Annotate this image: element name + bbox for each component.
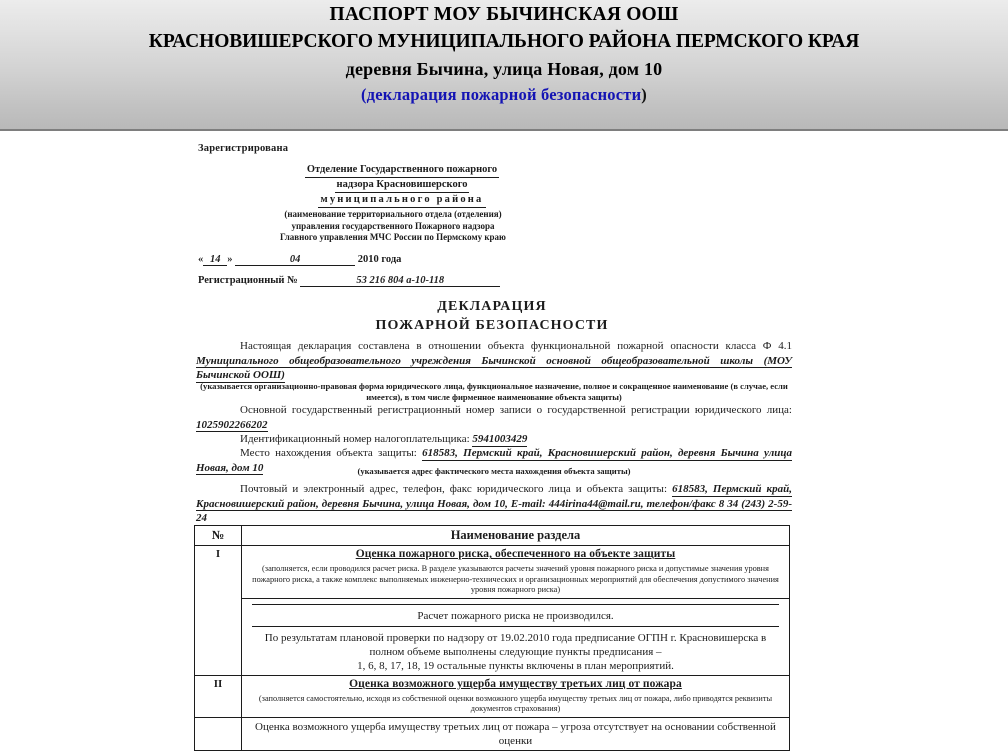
section-1-divider xyxy=(252,604,779,605)
declaration-object-name-field: Муниципального общеобразовательного учреждения Бычинской основной общеобразовательной школы (МОУ Бычинской ООШ) xyxy=(196,354,792,381)
table-row xyxy=(195,692,790,718)
section-1-answer xyxy=(242,598,790,675)
declaration-note-2: (указывается адрес фактического места нахождения объекта защиты) xyxy=(357,466,631,476)
table-header-num: № xyxy=(195,526,242,546)
registration-org-line-2: надзора Красновишерского xyxy=(335,178,470,193)
inn-paragraph xyxy=(196,432,792,447)
section-1-answer-line-2: По результатам плановой проверки по надзору от 19.02.2010 года предписание ОГПН г. Красновишерска в полном объеме выполнены следующие пункты предписания – xyxy=(264,631,767,658)
registration-title: Зарегистрирована xyxy=(198,143,289,154)
table-row xyxy=(195,598,790,675)
ogrn-label: Основной государственный регистрационный номер записи о государственной регистрации юридического лица: xyxy=(240,404,792,416)
section-1-heading: Оценка пожарного риска, обеспеченного на объекте защиты xyxy=(242,546,790,563)
postal-label: Почтовый и электронный адрес, телефон, факс юридического лица и объекта защиты: xyxy=(240,483,668,495)
declaration-title-line-1: ДЕКЛАРАЦИЯ xyxy=(437,299,547,314)
registration-org-line-1: Отделение Государственного пожарного xyxy=(305,163,499,178)
banner-subtitle-declaration xyxy=(0,83,1008,107)
section-2-heading: Оценка возможного ущерба имуществу третьих лиц от пожара xyxy=(242,675,790,692)
section-1-note: (заполняется, если проводился расчет риска. В разделе указываются расчеты значений уровня пожарного риска и допустимые значения уровня пожарного риска, а также комплекс выполняемых инженерно-технических и организационных мероприятий для обеспечения допустимого значения уровня пожарного риска) xyxy=(242,562,790,598)
section-2-answer-number-spacer xyxy=(195,717,242,750)
section-2-answer: Оценка возможного ущерба имуществу третьих лиц от пожара – угроза отсутствует на основании собственной оценки xyxy=(242,717,790,750)
postal-paragraph xyxy=(196,482,792,526)
registration-block xyxy=(198,143,578,287)
registration-date-line xyxy=(198,254,578,266)
banner-title-line-2: КРАСНОВИШЕРСКОГО МУНИЦИПАЛЬНОГО РАЙОНА ПЕРМСКОГО КРАЯ xyxy=(148,31,860,52)
postal-value: 618583, Пермский край, Красновишерский район, деревня Бычина, улица Новая, дом 10, E-mail: 444irina44@mail.ru, телефон/факс 8 34 (243) 2-59-24 xyxy=(196,483,793,524)
registration-number-value: 53 216 804 а-10-118 xyxy=(300,275,500,287)
registration-caption-line-1: (наименование территориального отдела (отделения) xyxy=(284,209,502,219)
registration-caption xyxy=(208,209,578,244)
registration-organization xyxy=(226,163,578,208)
registration-number-label: Регистрационный № xyxy=(198,274,298,286)
place-value: 618583, Пермский край, Красновишерский район, деревня Бычина улица Новая, дом 10 xyxy=(196,447,792,474)
declaration-title-line-2: ПОЖАРНОЙ БЕЗОПАСНОСТИ xyxy=(375,318,609,333)
table-row xyxy=(195,562,790,598)
date-quote-close: » xyxy=(227,253,233,265)
section-1-divider-2 xyxy=(252,626,779,627)
declaration-intro-text: Настоящая декларация составлена в отношении объекта функциональной пожарной опасности класса Ф 4.1 xyxy=(240,340,792,352)
declaration-note-1: (указывается организационно-правовая форма юридического лица, функциональное назначение, полное и сокращенное наименование (в случае, если имеется), в том числе фирменное наименование объекта защиты) xyxy=(200,381,788,402)
banner-declaration-text: (декларация пожарной безопасности xyxy=(360,85,642,104)
section-2-number-spacer xyxy=(195,692,242,718)
banner-declaration-paren: ) xyxy=(641,85,647,104)
place-label: Место нахождения объекта защиты: xyxy=(240,447,417,459)
scanned-document-page xyxy=(0,131,1008,756)
registration-caption-line-2: управления государственного Пожарного надзора xyxy=(291,220,495,231)
registration-org-line-3: муниципального района xyxy=(318,193,485,208)
date-month-field: 04 xyxy=(235,254,355,266)
table-row xyxy=(195,717,790,750)
section-1-number-spacer xyxy=(195,562,242,598)
banner-title-line-1: ПАСПОРТ МОУ БЫЧИНСКАЯ ООШ xyxy=(329,4,679,25)
table-header-name: Наименование раздела xyxy=(242,526,790,546)
table-row xyxy=(195,546,790,563)
registration-number-line xyxy=(198,275,578,287)
date-year-label: 2010 года xyxy=(357,253,402,265)
table-row xyxy=(195,675,790,692)
date-day-field: 14 xyxy=(203,254,227,266)
ogrn-paragraph xyxy=(196,403,792,432)
table-header-row xyxy=(195,526,790,546)
banner-subtitle-address: деревня Бычина, улица Новая, дом 10 xyxy=(345,59,663,79)
sections-table xyxy=(194,525,790,751)
section-1-answer-line-1: Расчет пожарного риска не производился. xyxy=(417,609,614,622)
inn-value: 5941003429 xyxy=(472,433,528,445)
declaration-intro-paragraph xyxy=(196,339,792,383)
section-2-note: (заполняется самостоятельно, исходя из собственной оценки возможного ущерба имуществу третьих лиц от пожара, либо приводятся реквизиты документов страхования) xyxy=(242,692,790,718)
section-1-number-spacer-2 xyxy=(195,598,242,675)
section-2-number: II xyxy=(195,675,242,692)
date-quote-open: « xyxy=(198,253,204,265)
declaration-title xyxy=(192,297,792,335)
section-1-number: I xyxy=(195,546,242,563)
inn-label: Идентификационный номер налогоплательщика: xyxy=(240,433,470,445)
section-1-answer-line-3: 1, 6, 8, 17, 18, 19 остальные пункты включены в план мероприятий. xyxy=(357,659,674,672)
registration-caption-line-3: Главного управления МЧС России по Пермскому краю xyxy=(280,232,506,242)
ogrn-value: 1025902266202 xyxy=(196,418,268,431)
page-header-banner xyxy=(0,0,1008,131)
